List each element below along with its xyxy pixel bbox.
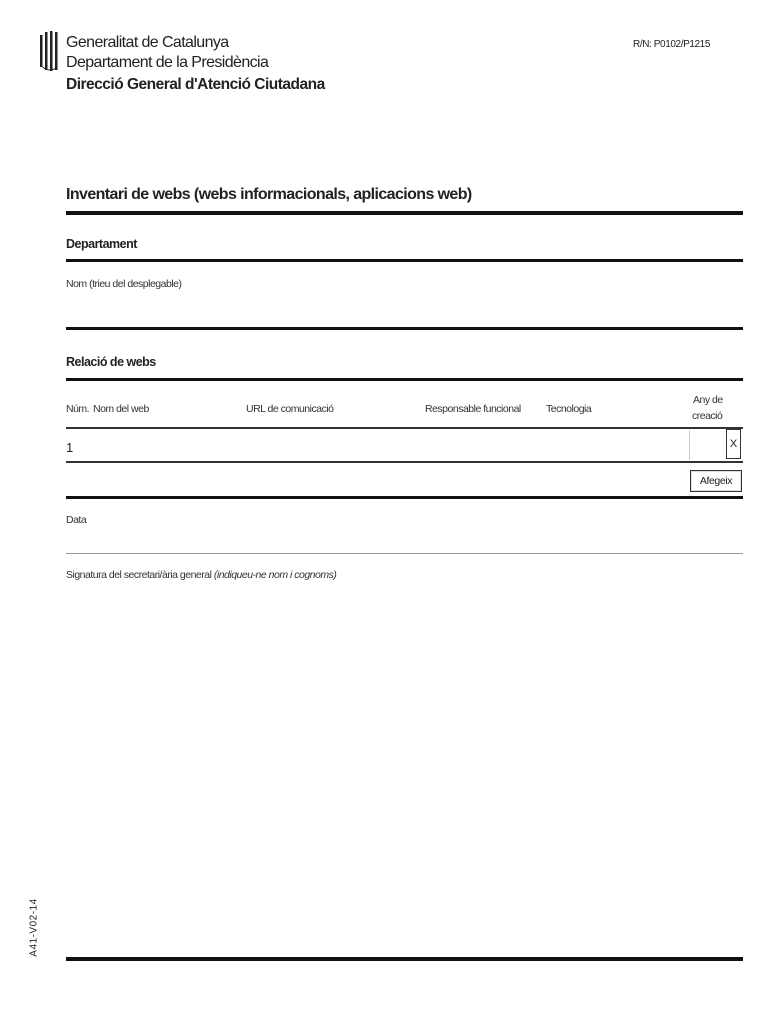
table-row-rule (66, 461, 743, 463)
column-header-nom: Nom del web (93, 403, 149, 415)
row-divider (689, 430, 690, 460)
reference-number: R/N: P0102/P1215 (633, 39, 710, 50)
remove-row-button[interactable]: X (726, 429, 741, 459)
column-header-any-line-2: creació (692, 410, 723, 422)
column-header-responsable: Responsable funcional (425, 403, 521, 415)
departament-section-title: Departament (66, 237, 137, 251)
row-nom-input[interactable] (93, 429, 243, 460)
column-header-tecnologia: Tecnologia (546, 403, 592, 415)
data-rule (66, 553, 743, 554)
signatura-label (66, 569, 336, 581)
add-row-button[interactable]: Afegeix (690, 470, 742, 492)
signatura-area[interactable] (66, 585, 743, 945)
departament-bottom-rule (66, 327, 743, 330)
row-number: 1 (66, 440, 74, 455)
relacio-section-title: Relació de webs (66, 355, 156, 369)
departament-rule (66, 259, 743, 262)
departament-name-select[interactable] (66, 292, 743, 326)
title-rule (66, 211, 743, 215)
form-title: Inventari de webs (webs informacionals, aplicacions web) (66, 186, 472, 203)
table-row (66, 429, 743, 460)
departament-name-label: Nom (trieu del desplegable) (66, 278, 182, 290)
org-name: Generalitat de Catalunya (66, 34, 229, 51)
relacio-bottom-rule (66, 496, 743, 499)
row-url-input[interactable] (246, 429, 421, 460)
row-any-input[interactable] (690, 429, 725, 460)
footer-rule (66, 957, 743, 961)
column-header-num: Núm. (66, 403, 90, 415)
department-name: Departament de la Presidència (66, 54, 269, 71)
signatura-hint: (indiqueu-ne nom i cognoms) (213, 569, 337, 581)
column-header-url: URL de comunicació (246, 403, 334, 415)
form-code: A41-V02-14 (28, 898, 40, 957)
relacio-rule (66, 378, 743, 381)
generalitat-logo-icon (40, 31, 60, 71)
row-tecnologia-input[interactable] (546, 429, 686, 460)
directorate-name: Direcció General d'Atenció Ciutadana (66, 76, 325, 93)
data-label: Data (66, 514, 87, 526)
data-input[interactable] (66, 528, 743, 550)
column-header-any-line-1: Any de (693, 394, 723, 406)
row-responsable-input[interactable] (425, 429, 543, 460)
signatura-text: Signatura del secretari/ària general (66, 569, 212, 581)
